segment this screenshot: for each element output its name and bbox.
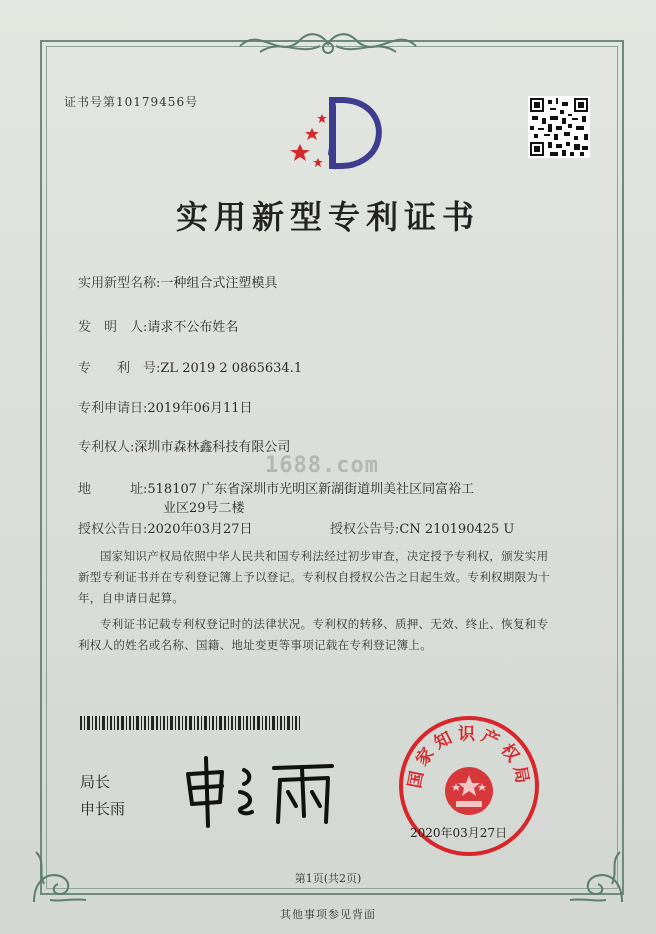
top-ornament bbox=[230, 26, 426, 62]
legal-paragraph-2 bbox=[78, 614, 588, 656]
barcode bbox=[80, 716, 300, 730]
director-name: 申长雨 bbox=[80, 800, 126, 818]
paragraph-2-line-1: 专利证书记载专利权登记时的法律状况。专利权的转移、质押、无效、终止、恢复和专 bbox=[100, 617, 549, 631]
utility-model-name-label: 实用新型名称: bbox=[78, 276, 161, 291]
patent-number-row bbox=[78, 357, 302, 376]
address-line-2: 业区29号二楼 bbox=[163, 501, 245, 516]
paragraph-1-line-2: 新型专利证书并在专利登记簿上予以登记。专利权自授权公告之日起生效。专利权期限为十 bbox=[78, 570, 550, 584]
paragraph-1-line-1: 国家知识产权局依照中华人民共和国专利法经过初步审查，决定授予专利权，颁发实用 bbox=[100, 549, 549, 563]
inventor-label: 发 明 人: bbox=[78, 320, 148, 335]
application-date-row bbox=[78, 397, 253, 416]
grant-number-label: 授权公告号: bbox=[330, 522, 400, 537]
utility-model-name-value: 一种组合式注塑模具 bbox=[160, 276, 278, 291]
paragraph-2-line-2: 利权人的姓名或名称、国籍、地址变更等事项记载在专利登记簿上。 bbox=[78, 638, 432, 652]
seal-text: 国家知识产权局 bbox=[405, 724, 533, 790]
patentee-value: 深圳市森林鑫科技有限公司 bbox=[134, 440, 291, 455]
legal-paragraph-1 bbox=[78, 546, 588, 609]
footer-note: 其他事项参见背面 bbox=[280, 908, 376, 921]
patent-number-label: 专 利 号: bbox=[78, 361, 161, 376]
address-label: 地 址: bbox=[78, 482, 148, 497]
certificate-title: 实用新型专利证书 bbox=[175, 198, 480, 236]
patent-number-value: ZL 2019 2 0865634.1 bbox=[160, 361, 303, 376]
patentee-label: 专利权人: bbox=[78, 440, 135, 455]
patent-office-logo bbox=[282, 92, 386, 174]
grant-number-value: CN 210190425 U bbox=[399, 522, 515, 537]
paragraph-1-line-3: 年，自申请日起算。 bbox=[78, 591, 185, 605]
application-date-value: 2019年06月11日 bbox=[147, 401, 253, 416]
grant-date-label: 授权公告日: bbox=[78, 522, 148, 537]
director-title: 局长 bbox=[80, 773, 111, 791]
patentee-row bbox=[78, 436, 290, 455]
grant-date-row bbox=[78, 518, 253, 537]
inventor-value: 请求不公布姓名 bbox=[147, 320, 239, 335]
grant-number-row bbox=[330, 518, 514, 537]
address-line-1: 518107 广东省深圳市光明区新湖街道圳美社区同富裕工 bbox=[147, 482, 475, 497]
qr-code bbox=[528, 96, 590, 158]
watermark-text: 1688.com bbox=[265, 453, 379, 478]
director-signature bbox=[182, 752, 342, 832]
certificate-number: 证书号第10179456号 bbox=[64, 95, 199, 109]
page-number: 第1页(共2页) bbox=[294, 872, 362, 885]
seal-date: 2020年03月27日 bbox=[410, 826, 508, 840]
application-date-label: 专利申请日: bbox=[78, 401, 148, 416]
inventor-row bbox=[78, 316, 238, 335]
grant-date-value: 2020年03月27日 bbox=[147, 522, 253, 537]
address-row bbox=[78, 478, 474, 497]
utility-model-name-row bbox=[78, 272, 277, 291]
